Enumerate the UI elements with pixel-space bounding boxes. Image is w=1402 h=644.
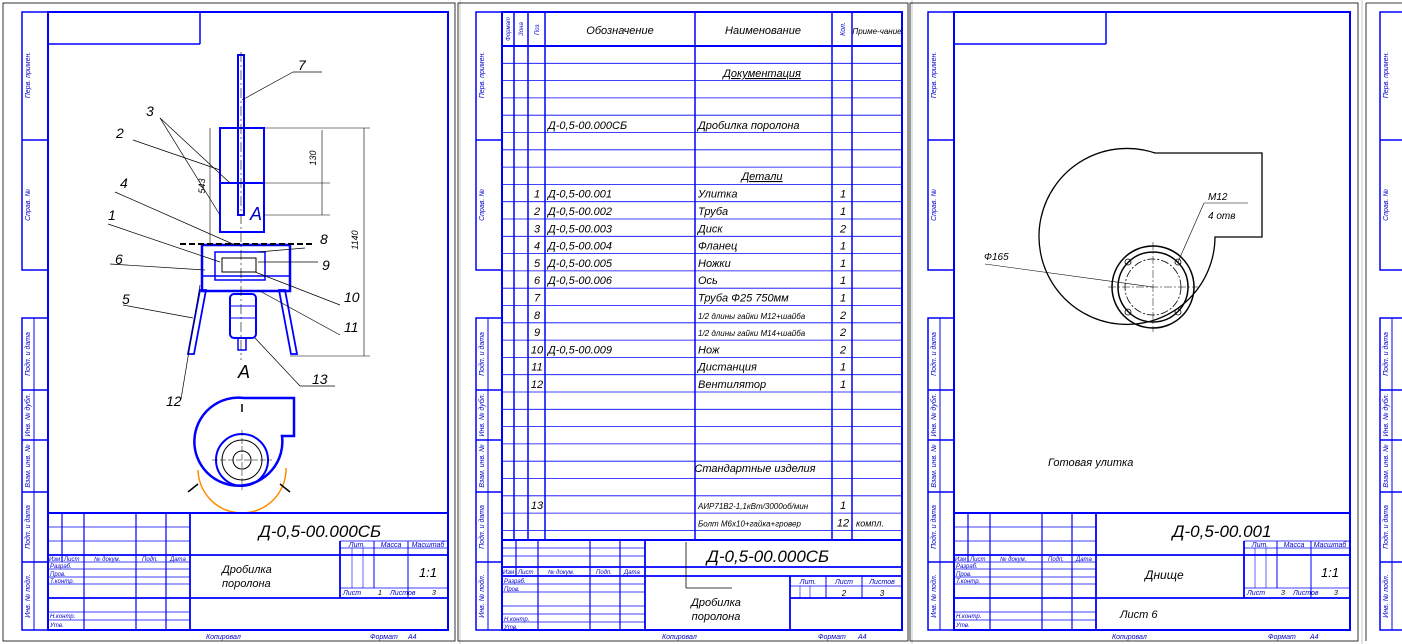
spec-header-format: Формат xyxy=(506,17,512,41)
side-label: Подп. и дата xyxy=(479,332,486,376)
spec-table[interactable] xyxy=(502,12,902,540)
side-label: Подп. и дата xyxy=(25,505,32,549)
side-label: Перв. примен. xyxy=(1383,51,1390,99)
side-label: Инв. № подл. xyxy=(931,574,938,618)
sheet-next[interactable] xyxy=(1366,3,1402,641)
table-row[interactable] xyxy=(534,189,846,201)
spec-qty: 1 xyxy=(839,240,847,253)
spec-designation: Д-0,5-00.002 xyxy=(548,206,613,218)
spec-name: Диск xyxy=(698,223,723,236)
callout-8: 8 xyxy=(320,231,328,247)
table-row[interactable] xyxy=(531,500,846,512)
spec-name: Болт М6х10+гайка+гровер xyxy=(698,519,801,529)
spec-section-docs: Документация xyxy=(723,68,801,80)
side-label: Инв. № дубл. xyxy=(25,393,32,437)
callout-4: 4 xyxy=(120,175,128,191)
side-label: Подп. и дата xyxy=(479,505,486,549)
side-label: Инв. № дубл. xyxy=(479,393,486,437)
sheet-number: 2 xyxy=(841,589,847,598)
side-label: Взам. инв. № xyxy=(1383,444,1390,488)
spec-pos: 12 xyxy=(530,379,544,391)
title-nkontr: Н.контр. xyxy=(956,614,982,620)
callout-2: 2 xyxy=(116,125,124,141)
side-label: Подп. и дата xyxy=(1383,505,1390,549)
title-lit: Лит. xyxy=(799,579,817,586)
part-caption: Готовая улитка xyxy=(1048,457,1134,469)
spec-pos: 4 xyxy=(533,240,541,253)
table-row[interactable] xyxy=(534,327,846,339)
title-list: Лист xyxy=(343,590,362,597)
spec-designation: Д-0,5-00.001 xyxy=(548,188,613,201)
dimension-1140: 1140 xyxy=(350,230,360,250)
title-listov: Листов xyxy=(390,590,416,597)
title-block-assembly xyxy=(48,513,448,641)
spec-name: Улитка xyxy=(698,188,738,201)
spec-designation: Д-0,5-00.006 xyxy=(548,275,613,288)
sheet-specification[interactable] xyxy=(458,3,908,641)
spec-designation: Д-0,5-00.005 xyxy=(548,257,613,270)
title-tkontr: Т.контр. xyxy=(50,579,75,585)
scale-value: 1:1 xyxy=(1320,565,1340,580)
spec-qty: 1 xyxy=(839,361,847,374)
spec-pos: 6 xyxy=(533,275,541,288)
spec-pos: 1 xyxy=(533,188,541,201)
callout-5: 5 xyxy=(122,291,130,307)
title-block-spec xyxy=(502,540,902,641)
title-date: Дата xyxy=(170,557,186,563)
title-format: Формат xyxy=(1268,634,1296,641)
spec-name: Вентилятор xyxy=(698,379,767,391)
table-row[interactable] xyxy=(534,275,846,287)
title-utv: Утв. xyxy=(504,625,518,631)
side-label: Справ. № xyxy=(1383,189,1390,221)
side-label: Справ. № xyxy=(25,189,32,221)
title-list-col: Лист xyxy=(518,570,534,576)
spec-qty: 12 xyxy=(836,517,850,530)
spec-designation: Д-0,5-00.004 xyxy=(548,240,613,253)
spec-pos: 9 xyxy=(533,327,541,340)
table-row[interactable] xyxy=(534,223,846,235)
side-label: Взам. инв. № xyxy=(25,444,32,488)
spec-header-designation: Обозначение xyxy=(586,25,654,37)
table-row[interactable] xyxy=(531,344,846,356)
sheet-name: поролона xyxy=(222,578,271,590)
title-sign: Подп. xyxy=(142,557,158,563)
title-copied: Копировал xyxy=(1112,634,1147,641)
title-razrab: Разраб. xyxy=(956,564,978,570)
spec-qty: 2 xyxy=(839,309,847,322)
title-format: Формат xyxy=(818,634,846,641)
spec-name: АИР71В2-1,1кВт/3000об/мин xyxy=(698,502,809,512)
spec-pos: 11 xyxy=(531,361,543,374)
side-label: Инв. № подл. xyxy=(25,574,32,618)
title-copied: Копировал xyxy=(206,634,241,641)
title-utv: Утв. xyxy=(50,623,64,629)
spec-name: Ось xyxy=(698,275,718,288)
sheet-code: Д-0,5-00.000СБ xyxy=(706,547,830,566)
sheet-name: Дробилка xyxy=(222,564,272,576)
spec-header-pos: Поз. xyxy=(535,22,541,36)
spec-pos: 3 xyxy=(533,223,541,236)
side-label: Инв. № дубл. xyxy=(931,393,938,437)
title-list: Лист xyxy=(1247,590,1266,597)
assembly-view[interactable] xyxy=(108,52,370,409)
callout-10: 10 xyxy=(344,289,360,305)
table-row[interactable] xyxy=(698,517,884,529)
holes-label: 4 отв xyxy=(1208,211,1236,222)
spec-doc-name: Дробилка поролона xyxy=(698,120,800,132)
side-label: Перв. примен. xyxy=(479,51,486,99)
spec-qty: 1 xyxy=(839,379,847,391)
title-razrab: Разраб. xyxy=(504,579,526,585)
spec-qty: 1 xyxy=(839,188,847,201)
sheets-total: 3 xyxy=(1334,590,1338,597)
side-strip xyxy=(928,12,954,630)
title-mass: Масса xyxy=(380,542,402,549)
spec-designation: Д-0,5-00.003 xyxy=(548,223,613,236)
title-sign: Подп. xyxy=(1048,557,1064,563)
spec-note: компл. xyxy=(856,518,884,529)
spec-header-qty: Кол. xyxy=(840,22,847,36)
spec-qty: 1 xyxy=(839,500,847,513)
spec-pos: 13 xyxy=(530,500,544,513)
spec-name: Дистанция xyxy=(698,361,757,374)
side-label: Подп. и дата xyxy=(931,332,938,376)
spec-name: Ножки xyxy=(698,257,731,270)
top-view[interactable] xyxy=(188,398,294,513)
side-strip xyxy=(22,12,48,630)
title-scale: Масштаб xyxy=(1313,542,1347,549)
title-prov: Пров. xyxy=(956,572,972,578)
table-row[interactable] xyxy=(534,241,846,253)
spec-header-note: Приме-чание xyxy=(852,27,902,36)
title-doc-no: № докум. xyxy=(1000,557,1027,563)
title-prov: Пров. xyxy=(504,587,520,593)
side-label: Справ. № xyxy=(931,189,938,221)
scale-value: 1:1 xyxy=(418,565,438,580)
spec-name: Труба xyxy=(698,206,729,218)
spec-qty: 2 xyxy=(839,344,847,357)
title-listov: Листов xyxy=(1293,590,1319,597)
title-format-value: А4 xyxy=(1310,634,1319,641)
table-row[interactable] xyxy=(534,310,846,322)
sheet-name: Дробилка xyxy=(691,597,741,609)
spec-section-parts: Детали xyxy=(741,171,783,183)
side-label: Взам. инв. № xyxy=(479,444,486,488)
title-block-part xyxy=(954,513,1350,641)
spec-name: 1/2 длины гайки М12+шайба xyxy=(698,311,806,321)
side-label: Инв. № подл. xyxy=(479,574,486,618)
sheets-total: 3 xyxy=(879,589,885,598)
part-view[interactable] xyxy=(984,148,1262,469)
spec-pos: 10 xyxy=(530,344,544,357)
title-listov: Листов xyxy=(869,579,895,586)
spec-qty: 1 xyxy=(839,292,847,305)
side-label: Инв. № подл. xyxy=(1383,574,1390,618)
sheet-assembly[interactable] xyxy=(3,3,455,641)
callout-6: 6 xyxy=(115,251,123,267)
title-izm: Изм xyxy=(503,570,515,576)
title-sign: Подп. xyxy=(596,570,612,576)
sheet-code: Д-0,5-00.000СБ xyxy=(258,522,382,541)
side-label: Инв. № дубл. xyxy=(1383,393,1390,437)
callout-11: 11 xyxy=(344,319,359,335)
table-row[interactable] xyxy=(534,258,846,270)
spec-pos: 2 xyxy=(533,206,541,218)
title-format: Формат xyxy=(370,634,398,641)
side-label: Подп. и дата xyxy=(25,332,32,376)
callout-9: 9 xyxy=(322,257,330,273)
title-utv: Утв. xyxy=(956,623,970,629)
spec-pos: 5 xyxy=(533,257,541,270)
title-izm: Изм xyxy=(49,557,61,563)
table-row[interactable] xyxy=(531,362,846,374)
table-row[interactable] xyxy=(533,206,846,218)
callout-1: 1 xyxy=(108,207,116,223)
thread-label: М12 xyxy=(1208,192,1228,203)
callout-7: 7 xyxy=(298,57,306,73)
sheet-code: Д-0,5-00.001 xyxy=(1172,522,1272,541)
spec-header-name: Наименование xyxy=(725,25,801,37)
side-label: Подп. и дата xyxy=(1383,332,1390,376)
spec-name: 1/2 длины гайки М14+шайба xyxy=(698,329,806,339)
title-doc-no: № докум. xyxy=(548,570,575,576)
spec-section-standard: Стандартные изделия xyxy=(694,463,816,475)
title-format-value: А4 xyxy=(408,634,417,641)
side-strip xyxy=(1380,12,1402,630)
title-lit: Лит. xyxy=(348,542,366,549)
title-nkontr: Н.контр. xyxy=(504,617,530,623)
title-copied: Копировал xyxy=(662,634,697,641)
title-list-col: Лист xyxy=(970,557,986,563)
sheet-note: Лист 6 xyxy=(1120,609,1158,621)
sheet-name: поролона xyxy=(691,611,741,623)
title-prov: Пров. xyxy=(50,572,66,578)
spec-qty: 1 xyxy=(839,257,847,270)
spec-pos: 7 xyxy=(533,292,541,305)
sheet-number: 3 xyxy=(1281,590,1285,597)
title-doc-no: № докум. xyxy=(94,557,121,563)
title-nkontr: Н.контр. xyxy=(50,614,76,620)
spec-name: Фланец xyxy=(698,240,738,253)
callout-12: 12 xyxy=(166,393,182,409)
title-tkontr: Т.контр. xyxy=(956,579,981,585)
spec-qty: 1 xyxy=(839,275,847,288)
title-mass: Масса xyxy=(1283,542,1305,549)
spec-pos: 8 xyxy=(533,309,541,322)
title-list: Лист xyxy=(834,579,854,586)
table-row[interactable] xyxy=(531,379,846,391)
section-label: А xyxy=(238,362,251,382)
title-format-value: А4 xyxy=(858,634,867,641)
dimension-543: 543 xyxy=(197,178,207,194)
sheets-total: 3 xyxy=(432,590,436,597)
title-razrab: Разраб. xyxy=(50,564,72,570)
title-date: Дата xyxy=(624,570,640,576)
side-strip xyxy=(476,12,502,630)
sheet-name: Днище xyxy=(1145,568,1184,582)
table-row[interactable] xyxy=(534,293,846,305)
title-izm: Изм xyxy=(955,557,967,563)
side-label: Справ. № xyxy=(479,189,486,221)
sheet-number: 1 xyxy=(378,590,382,597)
view-label: А xyxy=(250,204,263,224)
title-scale: Масштаб xyxy=(411,542,445,549)
side-label: Перв. примен. xyxy=(931,51,938,99)
spec-qty: 1 xyxy=(839,206,847,218)
dimension-130: 130 xyxy=(308,150,318,166)
title-list-col: Лист xyxy=(64,557,80,563)
title-date: Дата xyxy=(1076,557,1092,563)
callout-13: 13 xyxy=(312,371,328,387)
spec-header-zone: Зона xyxy=(519,22,525,36)
spec-doc-designation: Д-0,5-00.000СБ xyxy=(548,120,628,132)
side-label: Подп. и дата xyxy=(931,505,938,549)
callout-3: 3 xyxy=(146,103,154,119)
diameter-label: Ф165 xyxy=(984,252,1009,263)
spec-name: Труба Ф25 750мм xyxy=(698,292,789,305)
side-label: Взам. инв. № xyxy=(931,444,938,488)
spec-qty: 2 xyxy=(839,223,847,236)
spec-qty: 2 xyxy=(839,327,847,340)
spec-designation: Д-0,5-00.009 xyxy=(548,344,613,357)
sheet-part[interactable] xyxy=(910,3,1358,641)
spec-name: Нож xyxy=(698,344,720,357)
title-lit: Лит. xyxy=(1251,542,1269,549)
side-label: Перв. примен. xyxy=(25,51,32,99)
